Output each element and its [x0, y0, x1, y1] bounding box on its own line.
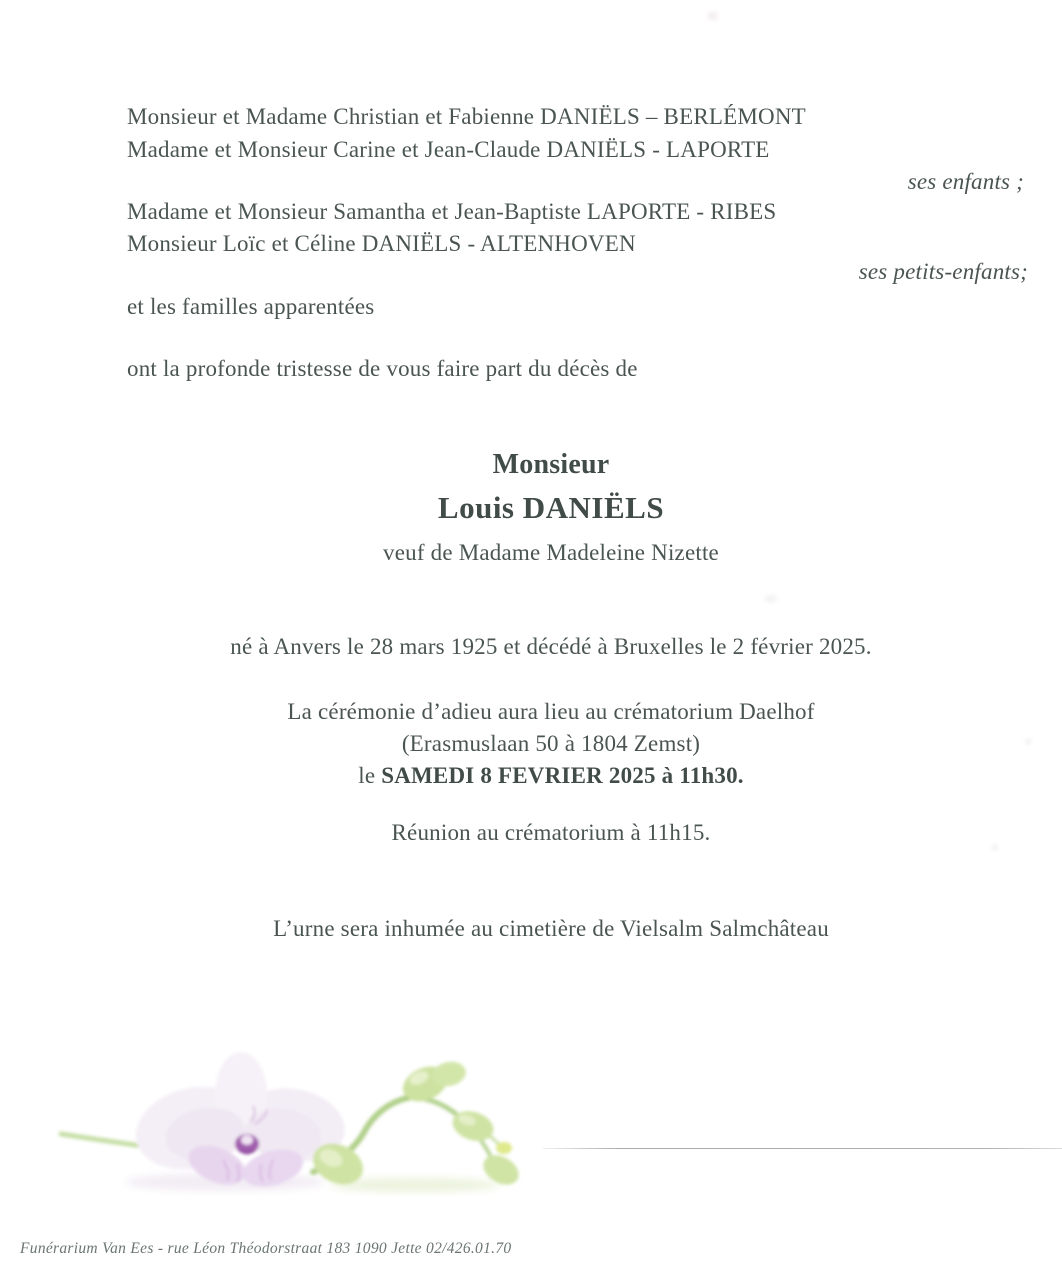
grandchildren-line-1: Madame et Monsieur Samantha et Jean-Baptiste LAPORTE - RIBES: [127, 199, 777, 224]
children-line-1: Monsieur et Madame Christian et Fabienne DANIËLS – BERLÉMONT: [127, 104, 806, 129]
ceremony-location-line: La cérémonie d’adieu aura lieu au crématorium Daelhof: [287, 699, 815, 724]
ceremony-date-line: [40, 762, 1062, 790]
funeral-home-footer: Funérarium Van Ees - rue Léon Théodorstraat 183 1090 Jette 02/426.01.70: [20, 1240, 512, 1257]
grandchildren-label: ses petits-enfants;: [858, 259, 1028, 284]
grandchildren-line-2: Monsieur Loïc et Céline DANIËLS - ALTENHOVEN: [127, 231, 636, 256]
birth-death-line: né à Anvers le 28 mars 1925 et décédé à Bruxelles le 2 février 2025.: [230, 634, 872, 659]
deceased-title: Monsieur: [492, 449, 610, 480]
ceremony-date-bold: SAMEDI 8 FEVRIER 2025 à 11h30.: [381, 763, 744, 788]
reunion-line: Réunion au crématorium à 11h15.: [391, 820, 711, 845]
scan-artifact: [1026, 738, 1031, 745]
scan-artifact: [765, 595, 777, 602]
ceremony-address-line: (Erasmuslaan 50 à 1804 Zemst): [401, 731, 701, 756]
reflection-shadows: [125, 1173, 500, 1192]
widower-line: veuf de Madame Madeleine Nizette: [383, 540, 719, 565]
orchid-artwork: [55, 1022, 545, 1197]
children-line-2: Madame et Monsieur Carine et Jean-Claude DANIËLS - LAPORTE: [127, 137, 770, 162]
horizon-rule: [543, 1148, 1062, 1149]
scan-artifact: [708, 12, 718, 20]
related-families-line: et les familles apparentées: [127, 294, 375, 319]
scan-artifact: [992, 845, 998, 850]
children-label: ses enfants ;: [907, 169, 1024, 194]
announcement-intro: ont la profonde tristesse de vous faire part du décès de: [127, 356, 638, 381]
urn-line: L’urne sera inhumée au cimetière de Vielsalm Salmchâteau: [273, 916, 829, 941]
ceremony-date-prefix: le: [358, 763, 382, 788]
deceased-name: Louis DANIËLS: [437, 490, 665, 525]
